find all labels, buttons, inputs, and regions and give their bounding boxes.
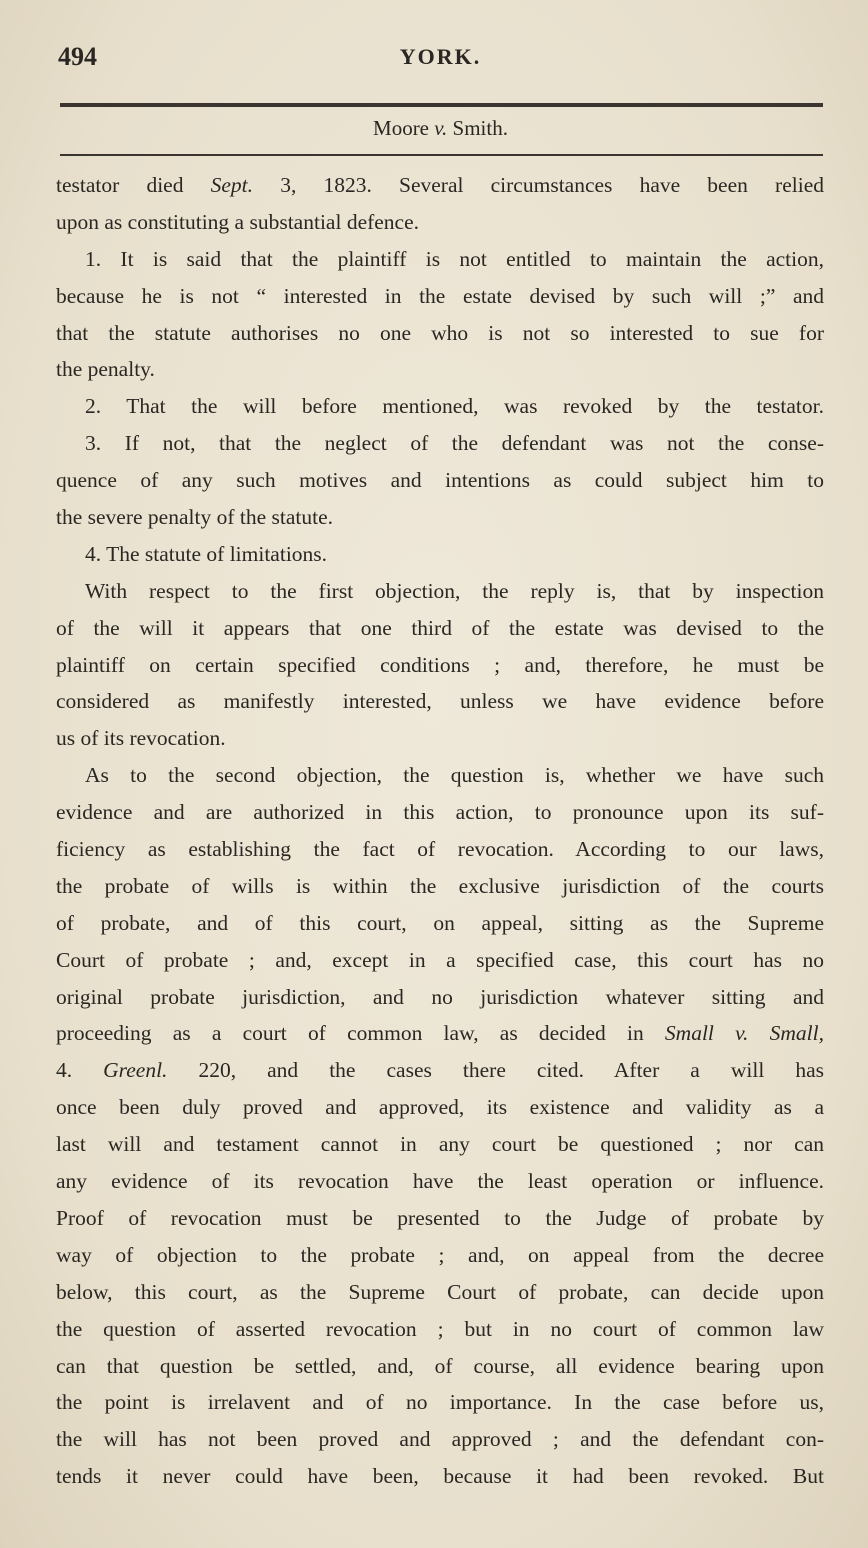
text-line: 1. It is said that the plaintiff is not entitled to maintain the action, — [85, 246, 824, 271]
text-line: us of its revocation. — [56, 726, 226, 751]
title-rule — [60, 154, 823, 156]
text-line: the will has not been proved and approved ; and the defendant con- — [56, 1427, 824, 1452]
text-line: of probate, and of this court, on appeal, sitting as the Supreme — [56, 910, 824, 935]
text-line: the point is irrelavent and of no importance. In the case before us, — [56, 1390, 824, 1415]
text-line: With respect to the first objection, the reply is, that by inspection — [85, 578, 824, 603]
text-line: 4. Greenl. 220, and the cases there cited. After a will has — [56, 1058, 824, 1083]
text-line: upon as constituting a substantial defence. — [56, 209, 420, 234]
text-line: testator died Sept. 3, 1823. Several circumstances have been relied — [56, 173, 824, 197]
text-line: ficiency as establishing the fact of revocation. According to our laws, — [56, 837, 824, 862]
text-line: way of objection to the probate ; and, on appeal from the decree — [56, 1242, 824, 1267]
text-line: 2. That the will before mentioned, was revoked by the testator. — [85, 394, 824, 419]
case-versus: v. — [434, 116, 448, 140]
header-rule — [60, 103, 823, 107]
running-head: YORK. — [399, 44, 482, 69]
text-line: 3. If not, that the neglect of the defendant was not the conse- — [85, 431, 824, 456]
text-line: plaintiff on certain specified conditions ; and, therefore, he must be — [56, 652, 824, 677]
case-title — [58, 116, 823, 141]
text-line: quence of any such motives and intentions as could subject him to — [56, 468, 824, 493]
text-line: can that question be settled, and, of course, all evidence bearing upon — [56, 1353, 824, 1378]
text-line: that the statute authorises no one who is not so interested to sue for — [56, 320, 824, 345]
case-party-right: Smith. — [452, 116, 508, 140]
text-line: Court of probate ; and, except in a specified case, this court has no — [56, 947, 824, 972]
text-line: considered as manifestly interested, unless we have evidence before — [56, 689, 824, 714]
text-line: 4. The statute of limitations. — [85, 541, 328, 566]
text-line: the question of asserted revocation ; but in no court of common law — [56, 1316, 824, 1341]
body-text — [56, 167, 824, 1495]
text-line: tends it never could have been, because it had been revoked. But — [56, 1464, 824, 1489]
page-number: 494 — [58, 42, 97, 71]
text-line: once been duly proved and approved, its existence and validity as a — [56, 1095, 824, 1120]
text-line: the penalty. — [56, 357, 155, 382]
text-line: last will and testament cannot in any court be questioned ; nor can — [56, 1132, 824, 1157]
page-header — [58, 42, 823, 78]
text-line: original probate jurisdiction, and no jurisdiction whatever sitting and — [56, 984, 824, 1009]
text-line: of the will it appears that one third of the estate was devised to the — [56, 615, 824, 640]
text-line: any evidence of its revocation have the least operation or influence. — [56, 1169, 824, 1194]
text-line: evidence and are authorized in this action, to pronounce upon its suf- — [56, 800, 824, 825]
text-line: proceeding as a court of common law, as decided in Small v. Small, — [56, 1021, 824, 1046]
text-line: the severe penalty of the statute. — [56, 505, 334, 530]
case-party-left: Moore — [373, 116, 430, 140]
text-line: the probate of wills is within the exclusive jurisdiction of the courts — [56, 873, 824, 898]
text-line: below, this court, as the Supreme Court of probate, can decide upon — [56, 1279, 824, 1304]
text-line: As to the second objection, the question is, whether we have such — [85, 763, 824, 788]
text-line: because he is not “ interested in the estate devised by such will ;” and — [56, 283, 824, 308]
text-line: Proof of revocation must be presented to the Judge of probate by — [56, 1205, 824, 1230]
